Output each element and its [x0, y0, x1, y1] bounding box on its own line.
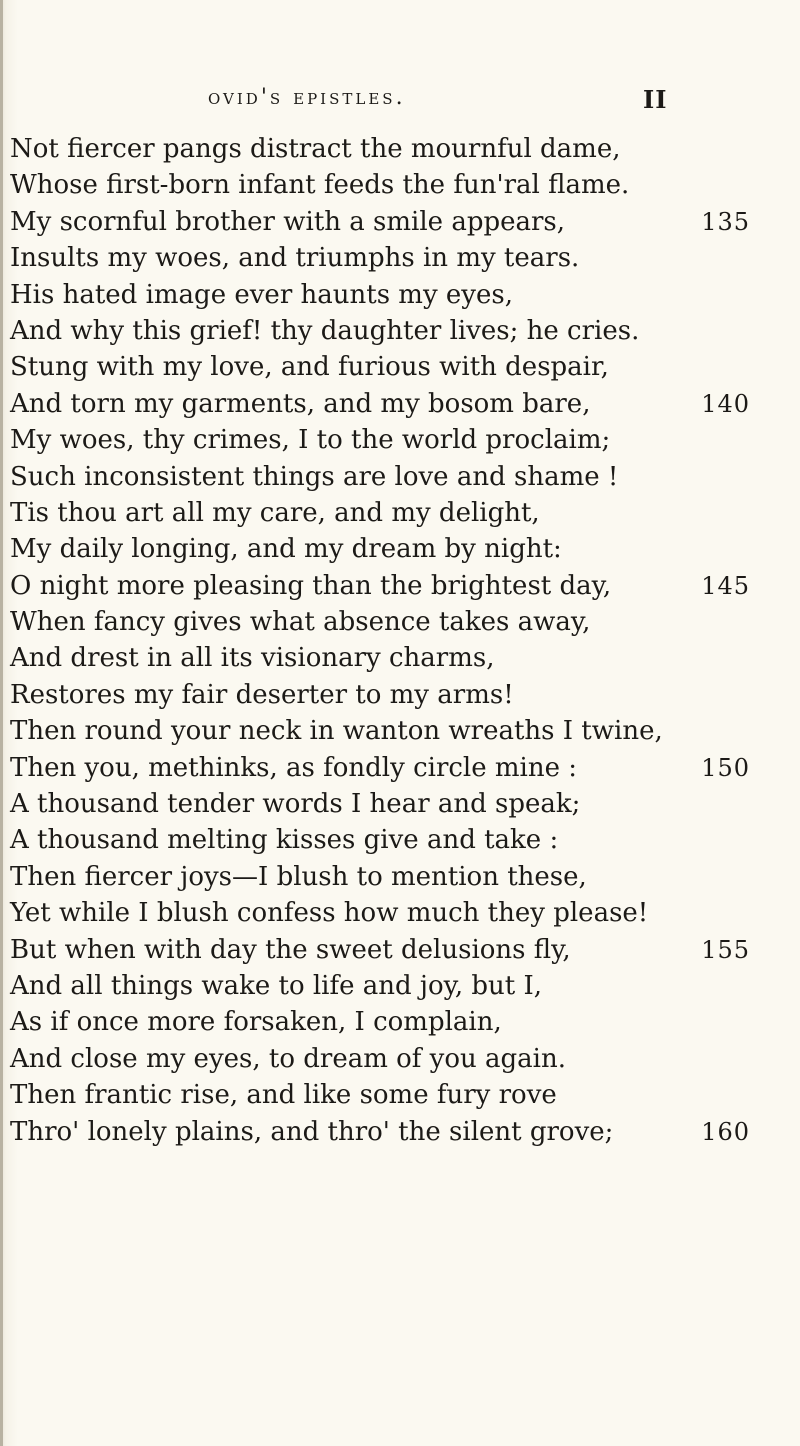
verse-line: [10, 822, 750, 858]
verse-text: My scornful brother with a smile appears,: [10, 206, 566, 237]
verse-line: [10, 640, 750, 676]
verse-text: And close my eyes, to dream of you again.: [10, 1043, 567, 1074]
verse-line: [10, 531, 750, 567]
verse-text: Thro' lonely plains, and thro' the silent grove;: [10, 1116, 614, 1147]
verse-text: Then you, methinks, as fondly circle mine :: [10, 752, 578, 783]
verse-line: [10, 786, 750, 822]
verse-text: When fancy gives what absence takes away,: [10, 607, 591, 638]
verse-text: Tis thou art all my care, and my delight,: [10, 497, 540, 528]
verse-line: [10, 167, 750, 203]
verse-text: And torn my garments, and my bosom bare,: [10, 388, 591, 419]
verse-line: [10, 568, 750, 604]
verse-line: [10, 713, 750, 749]
verse-text: Such inconsistent things are love and shame !: [10, 461, 619, 492]
page-header: [0, 85, 800, 119]
verse-text: My woes, thy crimes, I to the world proclaim;: [10, 425, 611, 456]
verse-text: A thousand tender words I hear and speak;: [10, 789, 581, 820]
verse-text: Then frantic rise, and like some fury rove: [10, 1080, 557, 1111]
verse-line: [10, 677, 750, 713]
verse-text: Restores my fair deserter to my arms!: [10, 679, 514, 710]
verse-line: [10, 968, 750, 1004]
verse-line: [10, 277, 750, 313]
line-number: 135: [701, 207, 750, 236]
verse-text: His hated image ever haunts my eyes,: [10, 279, 513, 310]
verse-text: O night more pleasing than the brightest day,: [10, 570, 612, 601]
line-number: 150: [701, 753, 750, 782]
verse-line: [10, 1004, 750, 1040]
page-gutter: [0, 0, 3, 1446]
verse-list: [10, 131, 750, 1150]
verse-line: [10, 1114, 750, 1150]
verse-text: My daily longing, and my dream by night:: [10, 534, 562, 565]
verse-text: Insults my woes, and triumphs in my tears.: [10, 243, 580, 274]
verse-text: And drest in all its visionary charms,: [10, 643, 495, 674]
verse-line: [10, 895, 750, 931]
verse-line: [10, 204, 750, 240]
verse-line: [10, 932, 750, 968]
verse-line: [10, 604, 750, 640]
line-number: 140: [701, 389, 750, 418]
verse-text: As if once more forsaken, I complain,: [10, 1007, 502, 1038]
verse-text: Then fiercer joys—I blush to mention these,: [10, 861, 587, 892]
page-number: II: [643, 85, 668, 114]
verse-text: Stung with my love, and furious with despair,: [10, 352, 609, 383]
verse-text: And why this grief! thy daughter lives; he cries.: [10, 315, 640, 346]
running-title: ovid's epistles.: [208, 85, 406, 110]
line-number: 155: [701, 935, 750, 964]
verse-line: [10, 859, 750, 895]
verse-line: [10, 313, 750, 349]
verse-line: [10, 1077, 750, 1113]
verse-line: [10, 459, 750, 495]
verse-line: [10, 750, 750, 786]
verse-text: Whose first-born infant feeds the fun'ral flame.: [10, 170, 630, 201]
verse-line: [10, 349, 750, 385]
line-number: 160: [701, 1117, 750, 1146]
verse-text: Then round your neck in wanton wreaths I twine,: [10, 716, 663, 747]
verse-line: [10, 386, 750, 422]
verse-line: [10, 495, 750, 531]
verse-line: [10, 422, 750, 458]
verse-text: A thousand melting kisses give and take :: [10, 825, 559, 856]
verse-text: Yet while I blush confess how much they please!: [10, 898, 649, 929]
verse-text: And all things wake to life and joy, but I,: [10, 970, 543, 1001]
verse-line: [10, 240, 750, 276]
verse-line: [10, 131, 750, 167]
verse-line: [10, 1041, 750, 1077]
verse-text: But when with day the sweet delusions fly,: [10, 934, 571, 965]
line-number: 145: [701, 571, 750, 600]
verse-text: Not fiercer pangs distract the mournful dame,: [10, 134, 621, 164]
